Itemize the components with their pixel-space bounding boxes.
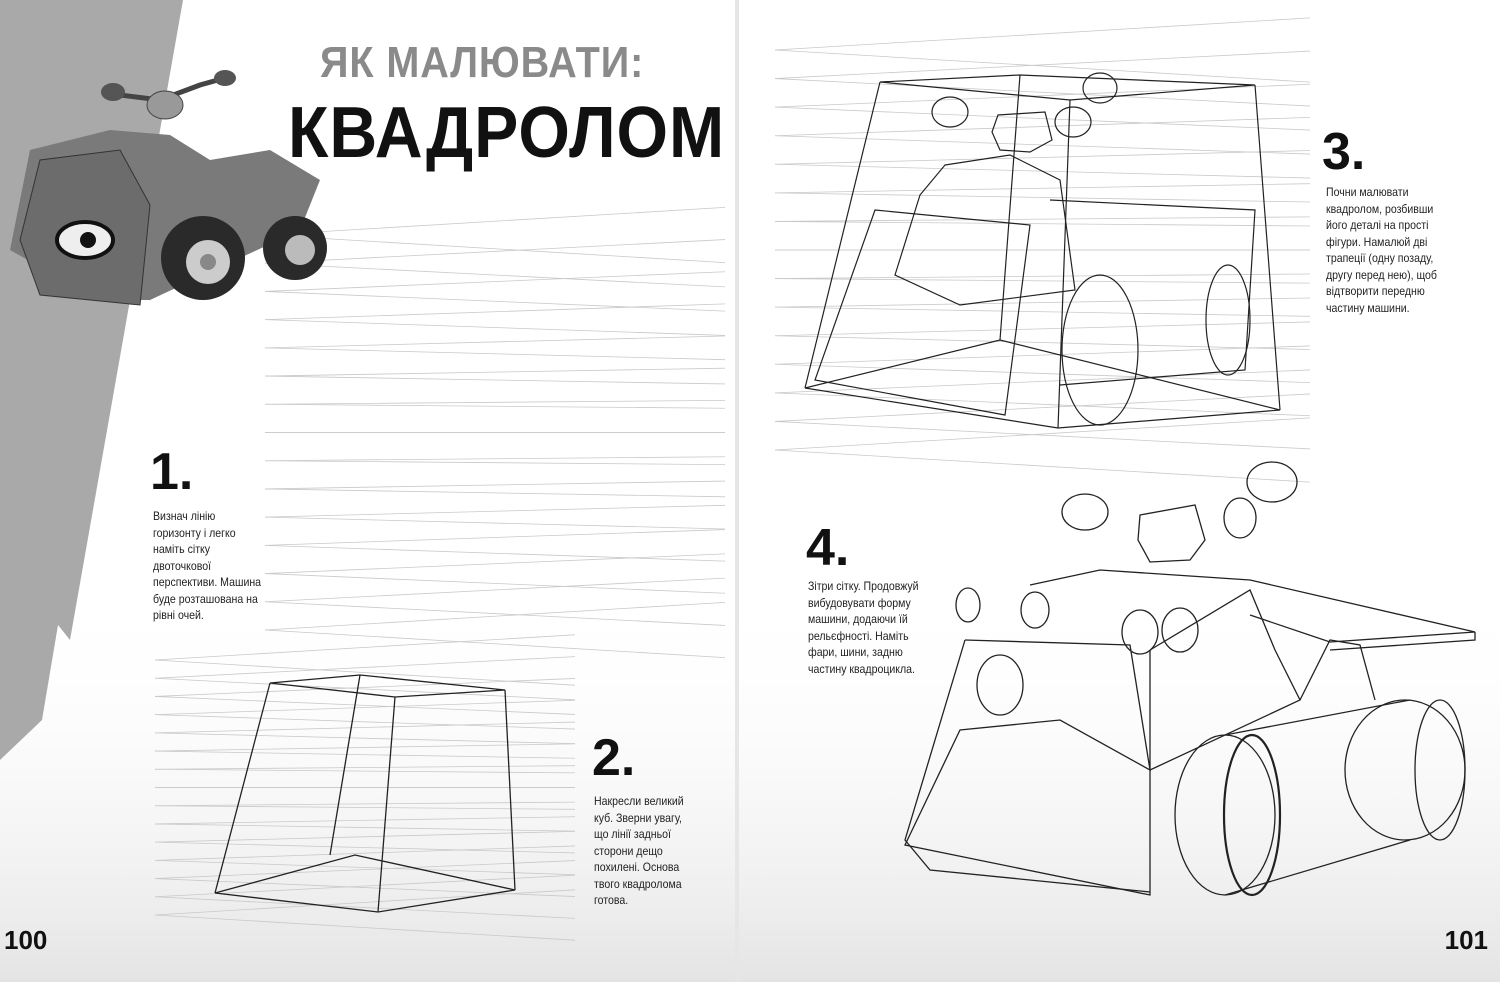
page-number-left: 100: [4, 925, 48, 955]
page-number-right: 101: [1444, 925, 1488, 955]
step-4-number: 4.: [806, 519, 850, 577]
step-3-text: Почни малювати квадролом, розбивши його деталі на прості фігури. Намалюй дві трапеції (одну позаду, другу перед нею), щоб відтворити передню частину машини.: [1326, 185, 1437, 315]
step-2-text: Накресли великий куб. Зверни увагу, що лінії задньої сторони дещо похилені. Основа твого квадролома готова.: [594, 794, 684, 907]
step-1-number: 1.: [150, 443, 194, 501]
step-2-number: 2.: [592, 729, 636, 787]
page-title: КВАДРОЛОМ: [288, 93, 726, 173]
step-4-text: Зітри сітку. Продовжуй вибудовувати форму машини, додаючи їй рельєфності. Наміть фари, шини, задню частину квадроцикла.: [808, 579, 919, 676]
step-1-text: Визнач лінію горизонту і легко наміть сітку двоточкової перспективи. Машина буде розташована на рівні очей.: [153, 509, 262, 622]
step-3-number: 3.: [1322, 123, 1366, 181]
title-subheading: ЯК МАЛЮВАТИ:: [320, 38, 645, 87]
